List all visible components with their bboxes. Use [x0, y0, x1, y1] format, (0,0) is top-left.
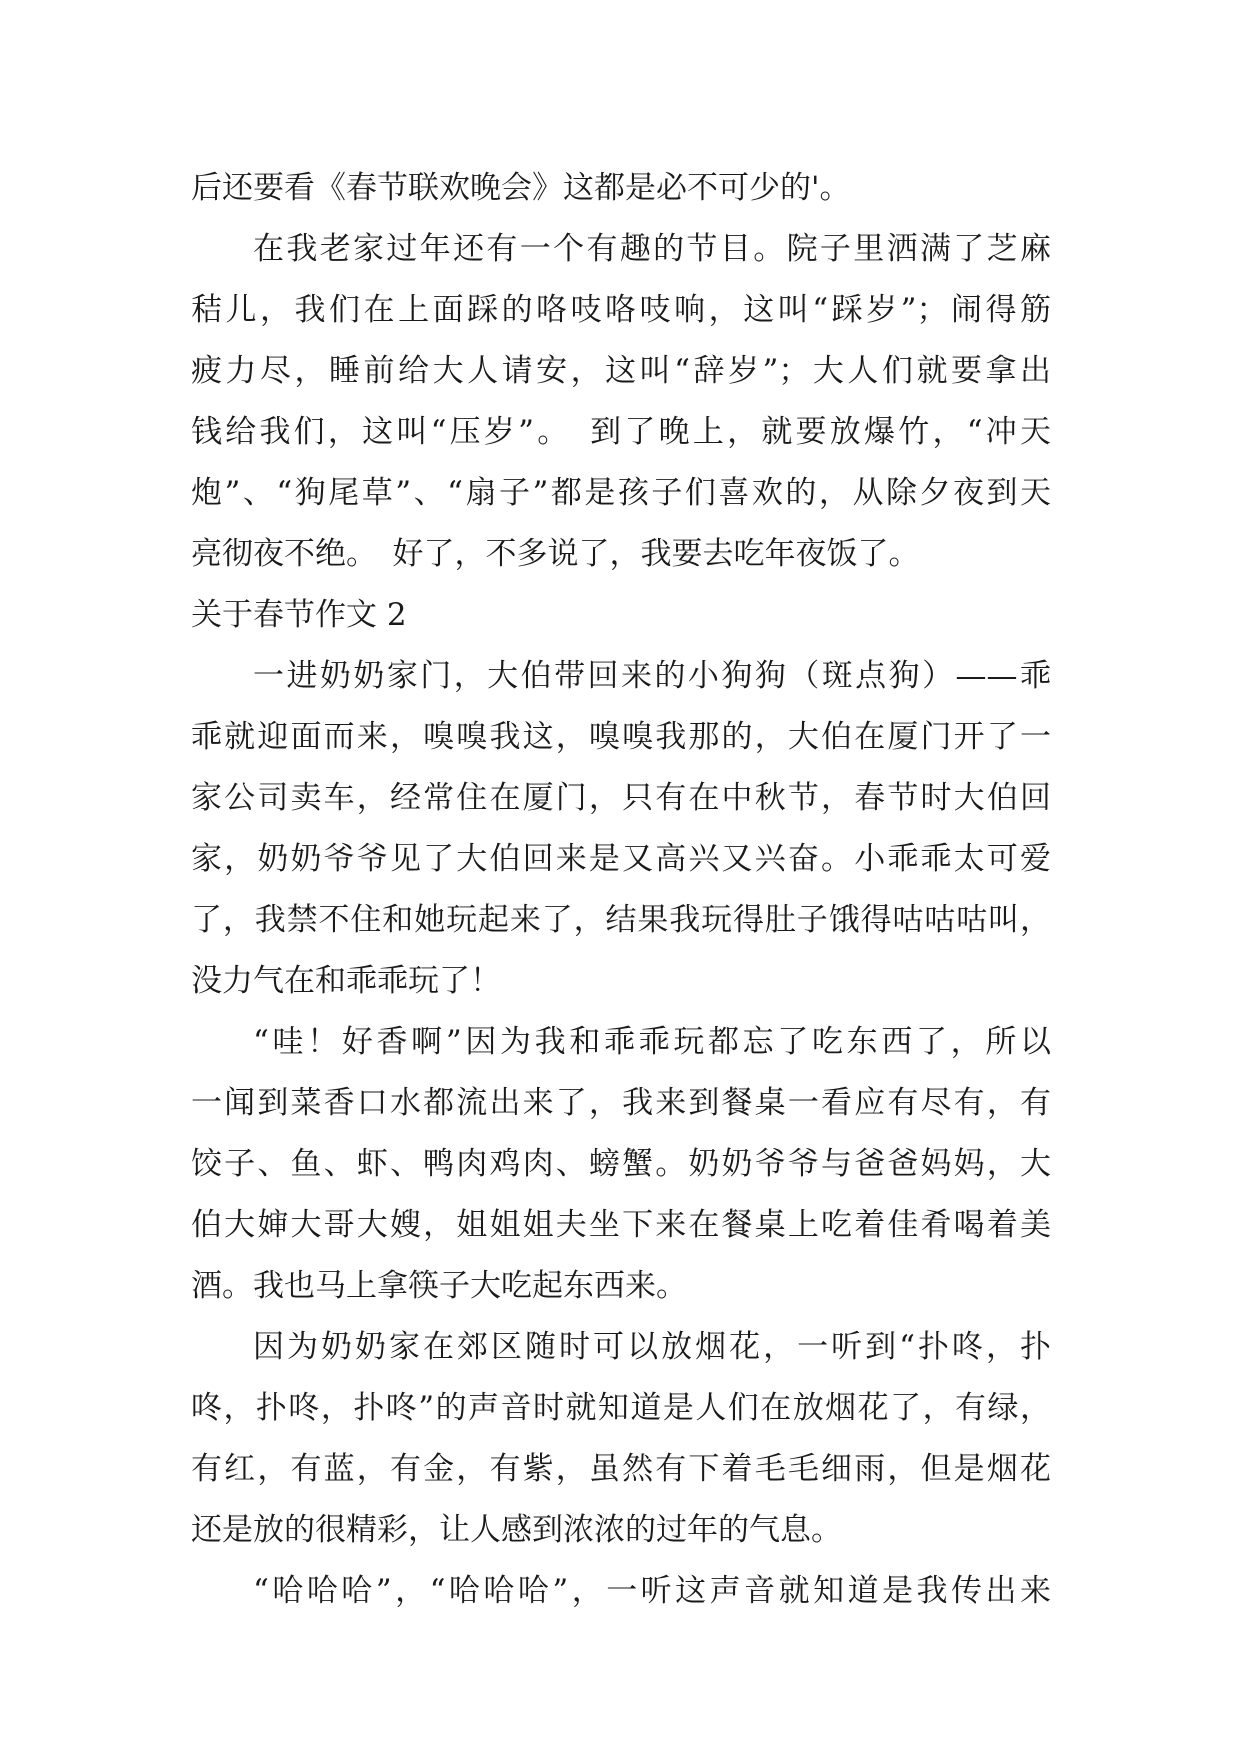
- text-line: 还是放的很精彩，让人感到浓浓的过年的气息。: [191, 1512, 842, 1548]
- text-line: “哇！好香啊”因为我和乖乖玩都忘了吃东西了，所以: [253, 1024, 1051, 1060]
- text-line: 酒。我也马上拿筷子大吃起东西来。: [191, 1268, 687, 1304]
- text-line: 亮彻夜不绝。 好了，不多说了，我要去吃年夜饭了。: [191, 536, 920, 572]
- text-line: 一闻到菜香口水都流出来了，我来到餐桌一看应有尽有，有: [191, 1085, 1051, 1121]
- text-line: 饺子、鱼、虾、鸭肉鸡肉、螃蟹。奶奶爷爷与爸爸妈妈，大: [191, 1146, 1051, 1182]
- text-line: 没力气在和乖乖玩了！: [191, 963, 501, 999]
- text-line: 咚，扑咚，扑咚”的声音时就知道是人们在放烟花了，有绿，: [191, 1390, 1051, 1426]
- paragraph-3: [191, 1012, 1051, 1317]
- document-body: [191, 158, 1051, 1622]
- paragraph-4: [191, 1317, 1051, 1561]
- paragraph-5: [191, 1561, 1051, 1622]
- text-line: 后还要看《春节联欢晚会》这都是必不可少的'。: [191, 170, 851, 206]
- text-line: 伯大婶大哥大嫂，姐姐姐夫坐下来在餐桌上吃着佳肴喝着美: [191, 1207, 1051, 1243]
- text-line: 一进奶奶家门，大伯带回来的小狗狗（斑点狗）——乖: [253, 658, 1051, 694]
- text-line: 疲力尽，睡前给大人请安，这叫“辞岁”；大人们就要拿出: [191, 353, 1051, 389]
- text-line: 家，奶奶爷爷见了大伯回来是又高兴又兴奋。小乖乖太可爱: [191, 841, 1051, 877]
- text-line: 了，我禁不住和她玩起来了，结果我玩得肚子饿得咕咕咕叫，: [191, 902, 1051, 938]
- text-line: 有红，有蓝，有金，有紫，虽然有下着毛毛细雨，但是烟花: [191, 1451, 1051, 1487]
- paragraph-2: [191, 646, 1051, 1012]
- paragraph-continuation: [191, 158, 1051, 219]
- text-line: 家公司卖车，经常住在厦门，只有在中秋节，春节时大伯回: [191, 780, 1051, 816]
- text-line: 秸儿，我们在上面踩的咯吱咯吱响，这叫“踩岁”；闹得筋: [191, 292, 1051, 328]
- section-heading: 关于春节作文 2: [191, 597, 407, 633]
- text-line: 钱给我们，这叫“压岁”。 到了晚上，就要放爆竹，“冲天: [191, 414, 1051, 450]
- text-line: “哈哈哈”，“哈哈哈”，一听这声音就知道是我传出来: [253, 1573, 1051, 1609]
- paragraph-1: [191, 219, 1051, 585]
- text-line: 在我老家过年还有一个有趣的节目。院子里洒满了芝麻: [253, 231, 1051, 267]
- text-line: 炮”、“狗尾草”、“扇子”都是孩子们喜欢的，从除夕夜到天: [191, 475, 1051, 511]
- text-line: 因为奶奶家在郊区随时可以放烟花，一听到“扑咚，扑: [253, 1329, 1051, 1365]
- text-line: 乖就迎面而来，嗅嗅我这，嗅嗅我那的，大伯在厦门开了一: [191, 719, 1051, 755]
